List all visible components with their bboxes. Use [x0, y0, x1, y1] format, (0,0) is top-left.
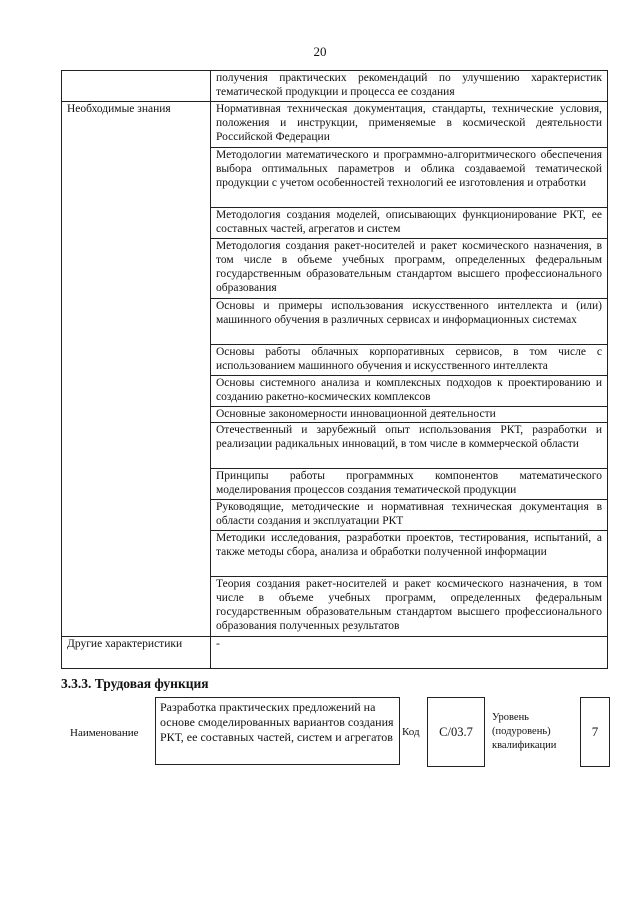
level-label-line: (подуровень) [492, 726, 551, 737]
continuation-text: получения практических рекомендаций по улучшению характеристик тематической продукции и процесса ее создания [216, 72, 602, 99]
qualification-level-box: 7 [580, 697, 610, 767]
other-cell [211, 636, 608, 668]
knowledge-item: Основные закономерности инновационной деятельности [211, 406, 607, 422]
knowledge-item: Отечественный и зарубежный опыт использования РКТ, разработки и реализации радикальных инноваций, в том числе в коммерческой области [211, 422, 607, 468]
knowledge-item: Руководящие, методические и нормативная техническая документация в области создания и эксплуатации РКТ [211, 499, 607, 530]
knowledge-item: Основы системного анализа и комплексных подходов к проектированию и созданию ракетно-космических комплексов [211, 375, 607, 406]
section-title: 3.3.3. Трудовая функция [61, 676, 209, 691]
knowledge-item: Методология создания ракет-носителей и ракет космического назначения, в том числе в объеме учебных программ, определенных федеральным государственным образовательным стандартом высшего профессионального образования [211, 238, 607, 298]
knowledge-item: Методология создания моделей, описывающих функционирование РКТ, ее составных частей, агрегатов и систем [211, 207, 607, 238]
table-row [62, 636, 608, 668]
level-label [492, 711, 556, 753]
knowledge-item: Основы и примеры использования искусственного интеллекта и (или) машинного обучения в различных сервисах и информационных системах [211, 298, 607, 344]
knowledge-item: Методологии математического и программно-алгоритмического обеспечения выбора оптимальных параметров и облика создаваемой тематической продукции с учетом особенностей технологий ее изготовления и отработки [211, 147, 607, 207]
knowledge-item: Теория создания ракет-носителей и ракет космического назначения, в том числе в объеме учебных программ, определенных федеральным государственным образовательным стандартом высшего профессионального образования полученных результатов [211, 576, 607, 636]
knowledge-label: Необходимые знания [62, 101, 211, 636]
function-name-box: Разработка практических предложений на основе смоделированных вариантов создания РКТ, ее составных частей, систем и агрегатов [155, 697, 400, 765]
other-label: Другие характеристики [62, 636, 211, 668]
level-label-line: квалификации [492, 740, 557, 751]
page-number: 20 [313, 44, 327, 59]
knowledge-item: Нормативная техническая документация, стандарты, технические условия, положения и инструкции, применяемые в космической деятельности Российской Федерации [216, 102, 602, 144]
table-row [62, 101, 608, 636]
knowledge-item: Основы работы облачных корпоративных сервисов, в том числе с использованием машинного обучения и искусственного интеллекта [211, 344, 607, 375]
name-label: Наименование [70, 727, 139, 739]
knowledge-table [61, 70, 608, 669]
table-row [62, 71, 608, 102]
other-value: - [216, 637, 220, 650]
knowledge-item: Методики исследования, разработки проектов, тестирования, испытаний, а также методы сбора, анализа и обработки полученной информации [211, 530, 607, 576]
function-code-box: C/03.7 [427, 697, 485, 767]
level-label-line: Уровень [492, 712, 529, 723]
knowledge-items-cell [211, 101, 608, 636]
empty-label-cell [62, 71, 211, 102]
continuation-cell [211, 71, 608, 102]
code-label: Код [402, 726, 420, 738]
knowledge-item: Принципы работы программных компонентов математического моделирования процессов создания тематической продукции [211, 468, 607, 499]
